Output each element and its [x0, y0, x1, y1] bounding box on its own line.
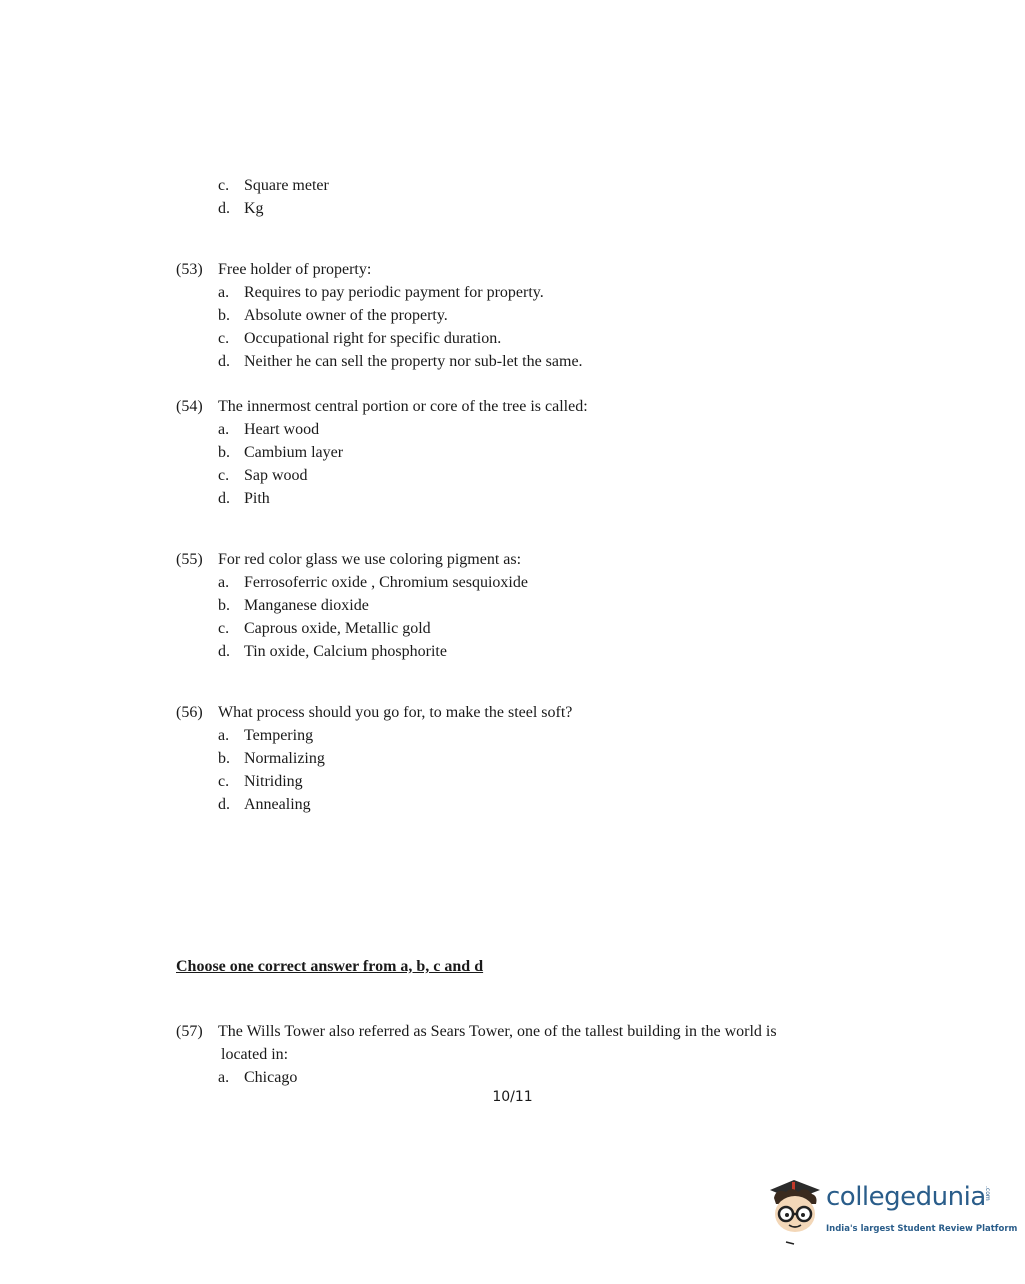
option-letter: b.: [218, 750, 230, 767]
option-text: Heart wood: [244, 421, 320, 438]
option-text: Sap wood: [244, 467, 308, 484]
option-letter: a.: [218, 574, 230, 591]
question-number: (55): [176, 551, 203, 568]
question-text: The Wills Tower also referred as Sears Tower, one of the tallest building in the world is: [218, 1023, 777, 1040]
option-c-letter: c.: [218, 177, 230, 194]
option-text: Manganese dioxide: [244, 597, 369, 614]
option-text: Requires to pay periodic payment for property.: [244, 284, 544, 301]
option-letter: a.: [218, 1069, 230, 1086]
section-heading: Choose one correct answer from a, b, c and d: [176, 958, 484, 975]
option-letter: c.: [218, 467, 230, 484]
option-letter: a.: [218, 284, 230, 301]
option-letter: b.: [218, 597, 230, 614]
collegedunia-logo: [766, 1176, 1018, 1252]
option-letter: d.: [218, 490, 230, 507]
option-letter: a.: [218, 727, 230, 744]
option-letter: c.: [218, 773, 230, 790]
option-text: Ferrosoferric oxide , Chromium sesquioxide: [244, 574, 528, 591]
question-text-continued: located in:: [221, 1046, 289, 1063]
option-letter: b.: [218, 444, 230, 461]
option-d-text: Kg: [244, 200, 264, 217]
brand-dotcom: .com: [984, 1186, 991, 1201]
question-text: Free holder of property:: [218, 261, 372, 278]
option-letter: b.: [218, 307, 230, 324]
option-text: Tempering: [244, 727, 314, 744]
option-text: Normalizing: [244, 750, 325, 767]
option-text: Pith: [244, 490, 270, 507]
page-number: 10/11: [492, 1089, 533, 1105]
option-d-letter: d.: [218, 200, 230, 217]
option-text: Cambium layer: [244, 444, 344, 461]
question-text: For red color glass we use coloring pigment as:: [218, 551, 522, 568]
option-letter: d.: [218, 643, 230, 660]
option-c-text: Square meter: [244, 177, 329, 194]
brand-name: collegedunia: [826, 1182, 986, 1212]
option-text: Absolute owner of the property.: [244, 307, 448, 324]
option-letter: c.: [218, 330, 230, 347]
question-number: (53): [176, 261, 203, 278]
option-text: Occupational right for specific duration.: [244, 330, 502, 347]
option-text: Neither he can sell the property nor sub-let the same.: [244, 353, 583, 370]
option-text: Caprous oxide, Metallic gold: [244, 620, 431, 637]
question-text: What process should you go for, to make the steel soft?: [218, 704, 573, 721]
option-text: Tin oxide, Calcium phosphorite: [244, 643, 447, 660]
option-letter: d.: [218, 796, 230, 813]
brand-tagline: India's largest Student Review Platform: [826, 1224, 1018, 1234]
question-number: (54): [176, 398, 203, 415]
option-text: Annealing: [244, 796, 311, 813]
mascot-icon: [766, 1176, 826, 1248]
question-text: The innermost central portion or core of the tree is called:: [218, 398, 588, 415]
option-text: Chicago: [244, 1069, 298, 1086]
question-number: (56): [176, 704, 203, 721]
option-letter: d.: [218, 353, 230, 370]
option-letter: c.: [218, 620, 230, 637]
question-number: (57): [176, 1023, 203, 1040]
option-text: Nitriding: [244, 773, 303, 790]
option-letter: a.: [218, 421, 230, 438]
